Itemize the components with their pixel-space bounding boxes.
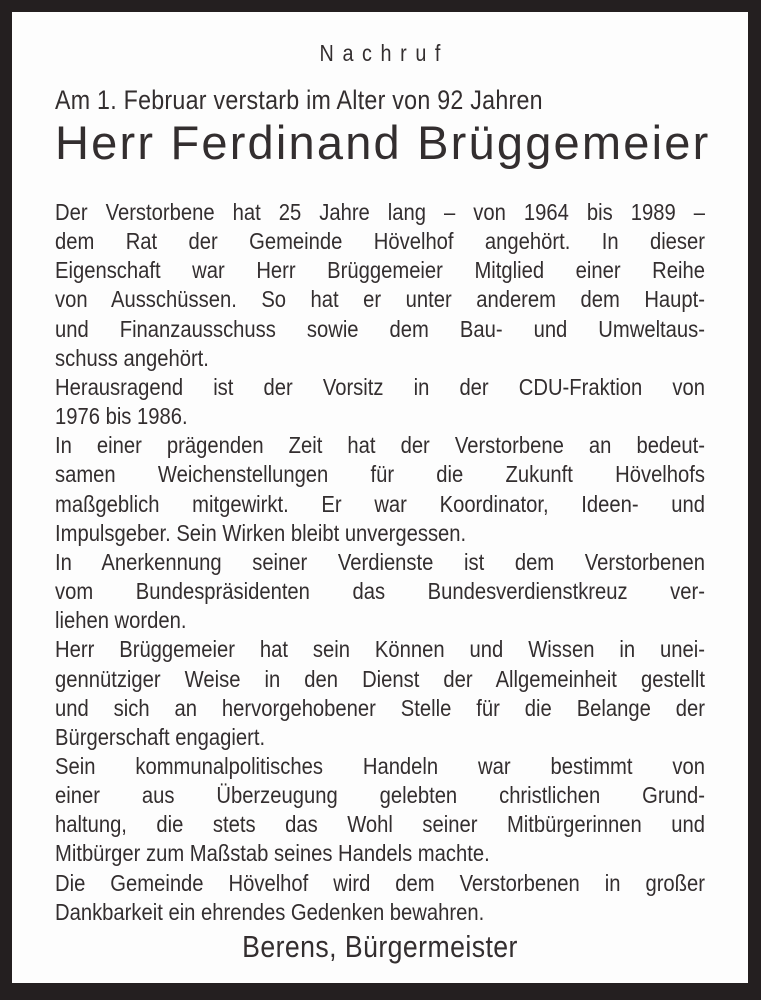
body-line: schuss angehört. — [55, 344, 209, 371]
body-line: Impulsgeber. Sein Wirken bleibt unvergessen. — [55, 519, 467, 546]
body-line: dem Rat der Gemeinde Hövelhof angehört. In dieser — [55, 228, 705, 255]
notice-body — [55, 198, 705, 927]
body-line: Herausragend ist der Vorsitz in der CDU-Fraktion von — [55, 373, 705, 400]
notice-content — [12, 39, 748, 965]
body-line: maßgeblich mitgewirkt. Er war Koordinator, Ideen- und — [55, 490, 705, 517]
body-line: Bürgerschaft engagiert. — [55, 723, 266, 750]
deceased-name: Herr Ferdinand Brüggemeier — [55, 116, 711, 169]
body-line: Der Verstorbene hat 25 Jahre lang – von 1964 bis 1989 – — [55, 199, 705, 225]
intro-line: Am 1. Februar verstarb im Alter von 92 Jahren — [55, 85, 543, 115]
notice-title: Nachruf — [319, 40, 450, 66]
body-line: und Finanzausschuss sowie dem Bau- und Umweltaus- — [55, 315, 705, 342]
body-line: und sich an hervorgehobener Stelle für die Belange der — [55, 694, 705, 721]
body-line: 1976 bis 1986. — [55, 403, 188, 430]
signature-line: Berens, Bürgermeister — [242, 928, 518, 964]
body-line: In einer prägenden Zeit hat der Verstorbene an bedeut- — [55, 432, 705, 459]
body-line: Die Gemeinde Hövelhof wird dem Verstorbenen in großer — [55, 869, 705, 896]
body-line: von Ausschüssen. So hat er unter anderem dem Haupt- — [55, 286, 705, 313]
body-line: gennütziger Weise in den Dienst der Allgemeinheit gestellt — [55, 665, 705, 692]
body-line: liehen worden. — [55, 607, 187, 634]
body-line: einer aus Überzeugung gelebten christlichen Grund- — [55, 782, 705, 809]
body-line: Sein kommunalpolitisches Handeln war bestimmt von — [55, 752, 705, 779]
body-line: In Anerkennung seiner Verdienste ist dem Verstorbenen — [55, 548, 705, 575]
notice-frame — [12, 12, 748, 983]
body-line: samen Weichenstellungen für die Zukunft Hövelhofs — [55, 461, 705, 488]
body-line: vom Bundespräsidenten das Bundesverdienstkreuz ver- — [55, 578, 705, 605]
body-line: Herr Brüggemeier hat sein Können und Wissen in unei- — [55, 636, 705, 663]
body-line: Dankbarkeit ein ehrendes Gedenken bewahren. — [55, 898, 485, 925]
body-line: Eigenschaft war Herr Brüggemeier Mitglied einer Reihe — [55, 257, 705, 284]
body-line: Mitbürger zum Maßstab seines Handels machte. — [55, 840, 490, 867]
body-line: haltung, die stets das Wohl seiner Mitbürgerinnen und — [55, 811, 705, 838]
